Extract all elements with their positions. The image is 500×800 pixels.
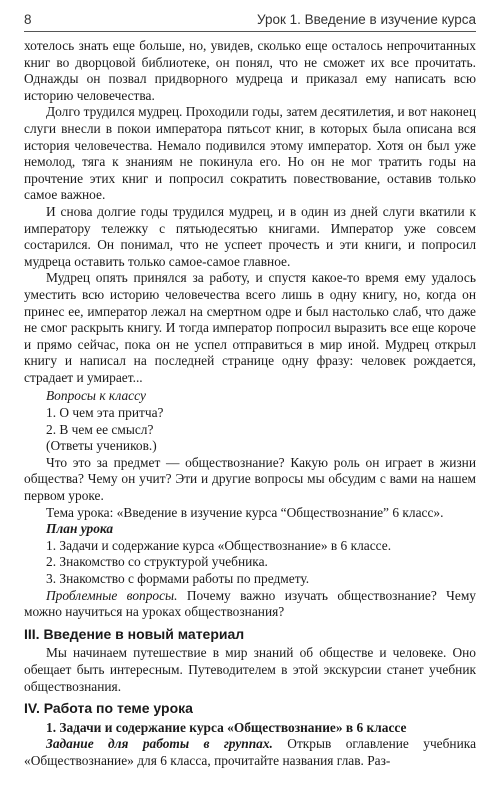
plan-heading: План урока	[46, 521, 114, 537]
lesson-topic: Тема урока: «Введение в изучение курса “Обществознание” 6 класс».	[46, 504, 444, 520]
answers-note: (Ответы учеников.)	[46, 438, 157, 454]
section-heading-4: IV. Работа по теме урока	[24, 700, 193, 717]
problem-text: Почему важно изучать обществознание? Чему можно научиться на уроках обществознания?	[24, 587, 476, 620]
paragraph: Что это за предмет — обществознание? Какую роль он играет в жизни общества? Чему он учит? Эти и другие вопросы мы обсудим с вами на нашем первом уроке.	[24, 454, 476, 504]
paragraph: Мудрец опять принялся за работу, и спустя какое-то время ему удалось уместить всю историю человечества всего лишь в одну книгу, но, когда он принес ее, император лежал на смертном одре и был настолько слаб, что даже не смог раскрыть книгу. И тогда император попросил выразить все еще короче и прямо сейчас, пока он не успел отправиться в мир иной. Мудрец открыл книгу и написал на последней странице одну фразу: человек рождается, страдает и умирает...	[24, 270, 476, 385]
problem-label: Проблемные вопросы.	[46, 587, 178, 603]
running-header	[24, 6, 476, 32]
paragraph: хотелось знать еще больше, но, увидев, сколько еще осталось непрочитанных книг во дворцовой библиотеке, он понял, что не сможет их все прочитать. Однажды он позвал придворного мудреца и приказал ему написать всю историю человечества.	[24, 38, 476, 103]
paragraph: Мы начинаем путешествие в мир знаний об обществе и человеке. Оно обещает быть интересным. Путеводителем в этой экскурсии станет учебник обществознания.	[24, 645, 476, 694]
plan-item: 1. Задачи и содержание курса «Обществознание» в 6 классе.	[46, 537, 392, 553]
task-label: Задание для работы в группах.	[46, 736, 273, 752]
running-title: Урок 1. Введение в изучение курса	[257, 12, 476, 27]
question-item: 2. В чем ее смысл?	[46, 421, 154, 437]
lesson-plan	[24, 521, 476, 587]
problem-questions	[24, 588, 476, 621]
section-heading-3: III. Введение в новый материал	[24, 625, 245, 642]
questions-heading: Вопросы к классу	[46, 388, 146, 404]
page-body	[24, 38, 476, 770]
page-number: 8	[24, 12, 32, 27]
questions-block	[24, 388, 476, 454]
plan-item: 3. Знакомство с формами работы по предмету.	[46, 571, 310, 586]
paragraph: Долго трудился мудрец. Проходили годы, затем десятилетия, и вот наконец слуги внесли в покои императора пятьсот книг, в которых была описана вся история человечества. Немало подивился этому император. Хотя он был уже немолод, тяга к знаниям не покинула его. Но он не мог тратить годы на прочтение этих книг и попросил сократить повествование, оставив только самое важное.	[24, 104, 476, 203]
paragraph: И снова долгие годы трудился мудрец, и в один из дней слуги вкатили к императору тележку с пятьюдесятью книгами. Император уже совсем состарился. Он понимал, что не успеет прочесть и эти книги, и попросил мудреца оставить только самое-самое главное.	[24, 203, 476, 269]
task-text: Открыв оглавление учебника «Обществознание» для 6 класса, прочитайте названия глав. Раз-	[24, 736, 477, 768]
plan-item: 2. Знакомство со структурой учебника.	[46, 554, 268, 570]
group-task	[24, 736, 476, 769]
question-item: 1. О чем эта притча?	[46, 405, 164, 421]
subsection-heading: 1. Задачи и содержание курса «Обществознание» в 6 классе	[46, 719, 407, 735]
